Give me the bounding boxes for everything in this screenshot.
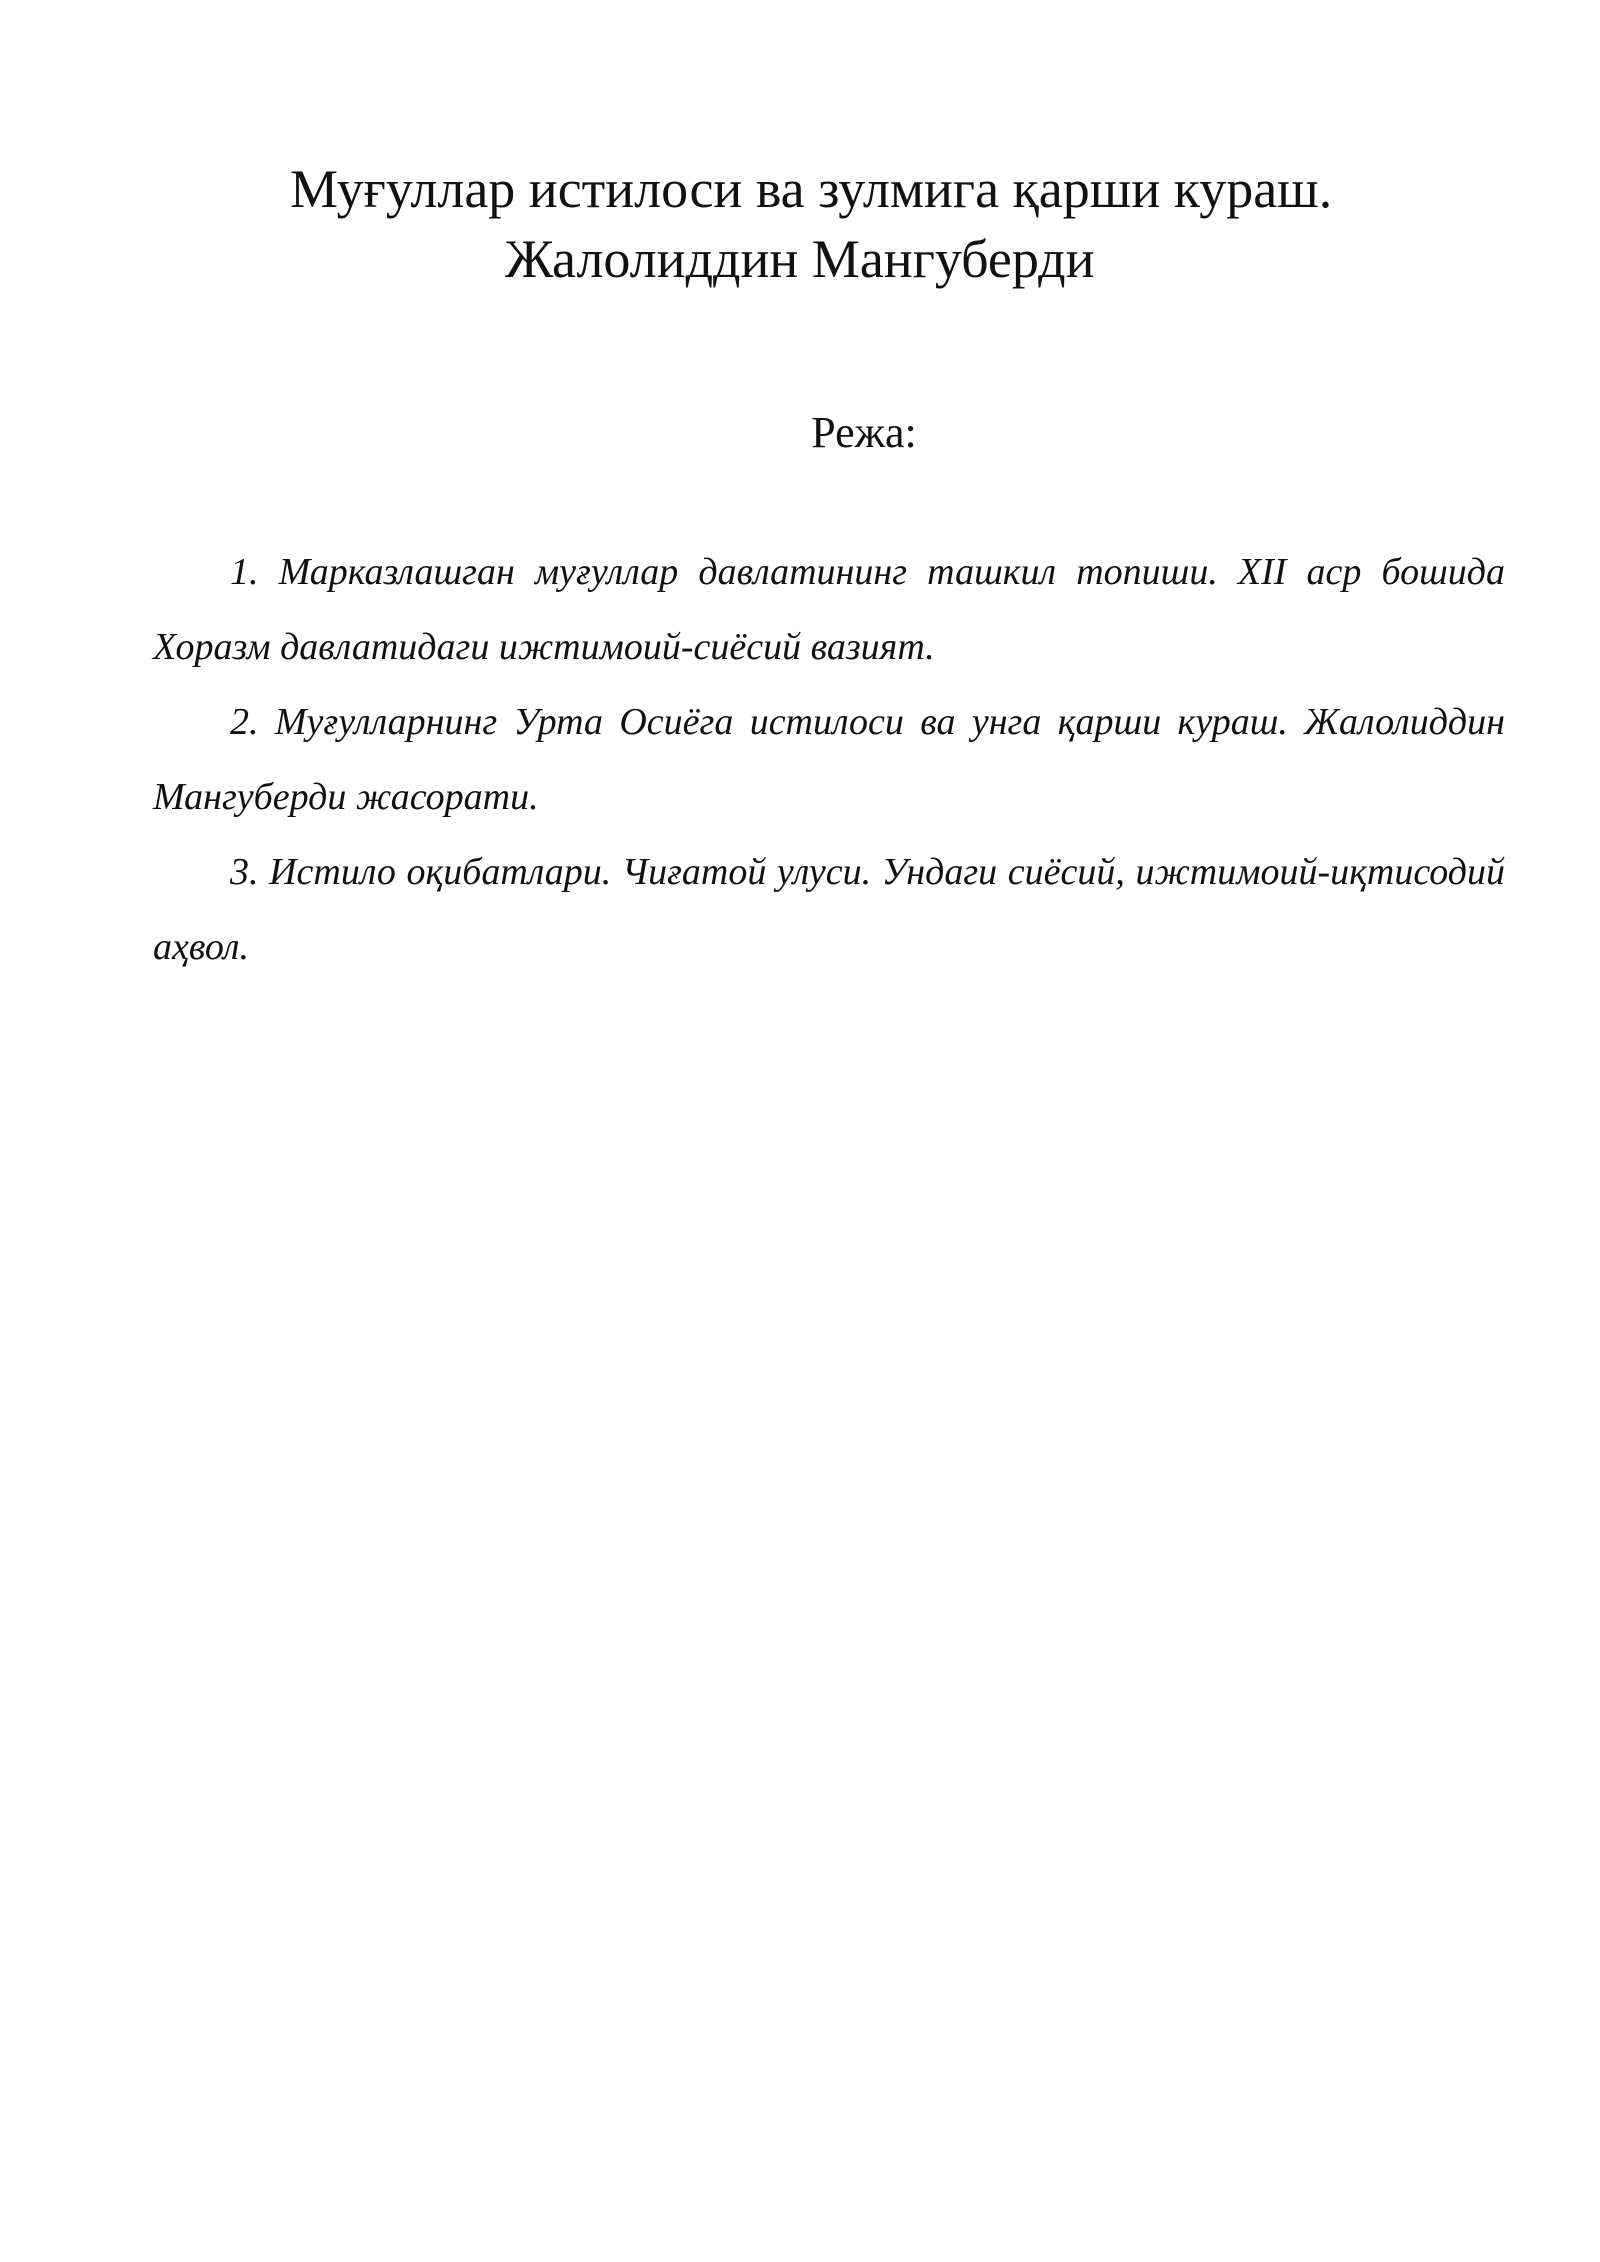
plan-heading: Режа:: [811, 408, 917, 457]
document-title-line-1: Муғуллар истилоси ва зулмига қарши кураш.: [290, 159, 1333, 219]
plan-item-1: 1. Марказлашган муғуллар давлатининг ташкил топиши. XII аср бошида Хоразм давлатидаги ижтимоий-сиёсий вазият.: [153, 551, 1505, 668]
document-title-line-2: Жалолиддин Мангуберди: [505, 229, 1095, 289]
plan-item-2: 2. Муғулларнинг Урта Осиёга истилоси ва унга қарши кураш. Жалолиддин Мангуберди жасорати.: [153, 701, 1505, 818]
plan-item-3: 3. Истило оқибатлари. Чиғатой улуси. Ундаги сиёсий, ижтимоий-иқтисодий аҳвол.: [153, 851, 1505, 968]
plan-list: [153, 535, 1505, 985]
